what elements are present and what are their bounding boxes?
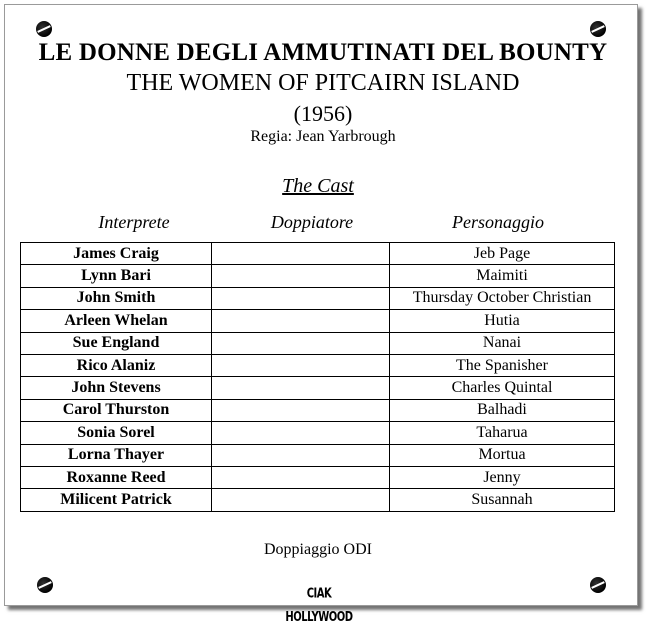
actor-cell: Lynn Bari xyxy=(21,265,212,287)
original-title: THE WOMEN OF PITCAIRN ISLAND xyxy=(126,70,520,96)
character-cell: Balhadi xyxy=(390,399,615,421)
table-row xyxy=(21,265,615,287)
ciak-hollywood-logo: CIAK HOLLYWOOD xyxy=(285,587,353,625)
release-year: (1956) xyxy=(293,101,353,126)
dubber-cell xyxy=(212,422,390,444)
character-cell: Thursday October Christian xyxy=(390,287,615,309)
table-row xyxy=(21,399,615,421)
character-cell: Charles Quintal xyxy=(390,377,615,399)
actor-cell: Milicent Patrick xyxy=(21,489,212,511)
table-row xyxy=(21,422,615,444)
director-credit: Regia: Jean Yarbrough xyxy=(250,128,396,145)
character-cell: Jenny xyxy=(390,466,615,488)
character-cell: Mortua xyxy=(390,444,615,466)
screw-top-right-icon xyxy=(590,21,606,37)
screw-top-left-icon xyxy=(36,21,52,37)
dubber-cell xyxy=(212,332,390,354)
dubber-cell xyxy=(212,354,390,376)
actor-cell: John Stevens xyxy=(21,377,212,399)
table-row xyxy=(21,332,615,354)
table-row xyxy=(21,310,615,332)
actor-cell: Lorna Thayer xyxy=(21,444,212,466)
dubber-cell xyxy=(212,310,390,332)
actor-cell: Sue England xyxy=(21,332,212,354)
character-cell: The Spanisher xyxy=(390,354,615,376)
column-header-character: Personaggio xyxy=(452,212,544,232)
screw-bottom-left-icon xyxy=(37,577,53,593)
cast-table-body xyxy=(21,243,615,512)
table-row xyxy=(21,243,615,265)
column-header-actor: Interprete xyxy=(98,212,170,232)
actor-cell: Arleen Whelan xyxy=(21,310,212,332)
dubber-cell xyxy=(212,489,390,511)
dubber-cell xyxy=(212,399,390,421)
cast-heading: The Cast xyxy=(282,175,354,197)
dubber-cell xyxy=(212,265,390,287)
table-row xyxy=(21,489,615,511)
table-row xyxy=(21,377,615,399)
character-cell: Taharua xyxy=(390,422,615,444)
character-cell: Nanai xyxy=(390,332,615,354)
dubber-cell xyxy=(212,444,390,466)
dubber-cell xyxy=(212,243,390,265)
italian-title: LE DONNE DEGLI AMMUTINATI DEL BOUNTY xyxy=(38,39,608,66)
cast-table xyxy=(20,242,615,512)
character-cell: Susannah xyxy=(390,489,615,511)
dubber-cell xyxy=(212,377,390,399)
character-cell: Hutia xyxy=(390,310,615,332)
character-cell: Maimiti xyxy=(390,265,615,287)
screw-bottom-right-icon xyxy=(590,577,606,593)
actor-cell: John Smith xyxy=(21,287,212,309)
table-row xyxy=(21,287,615,309)
actor-cell: Sonia Sorel xyxy=(21,422,212,444)
actor-cell: Rico Alaniz xyxy=(21,354,212,376)
dubbing-credit: Doppiaggio ODI xyxy=(264,541,372,558)
actor-cell: Carol Thurston xyxy=(21,399,212,421)
column-header-dubber: Doppiatore xyxy=(270,212,354,232)
table-row xyxy=(21,444,615,466)
character-cell: Jeb Page xyxy=(390,243,615,265)
table-row xyxy=(21,466,615,488)
dubber-cell xyxy=(212,466,390,488)
actor-cell: Roxanne Reed xyxy=(21,466,212,488)
table-row xyxy=(21,354,615,376)
actor-cell: James Craig xyxy=(21,243,212,265)
dubber-cell xyxy=(212,287,390,309)
